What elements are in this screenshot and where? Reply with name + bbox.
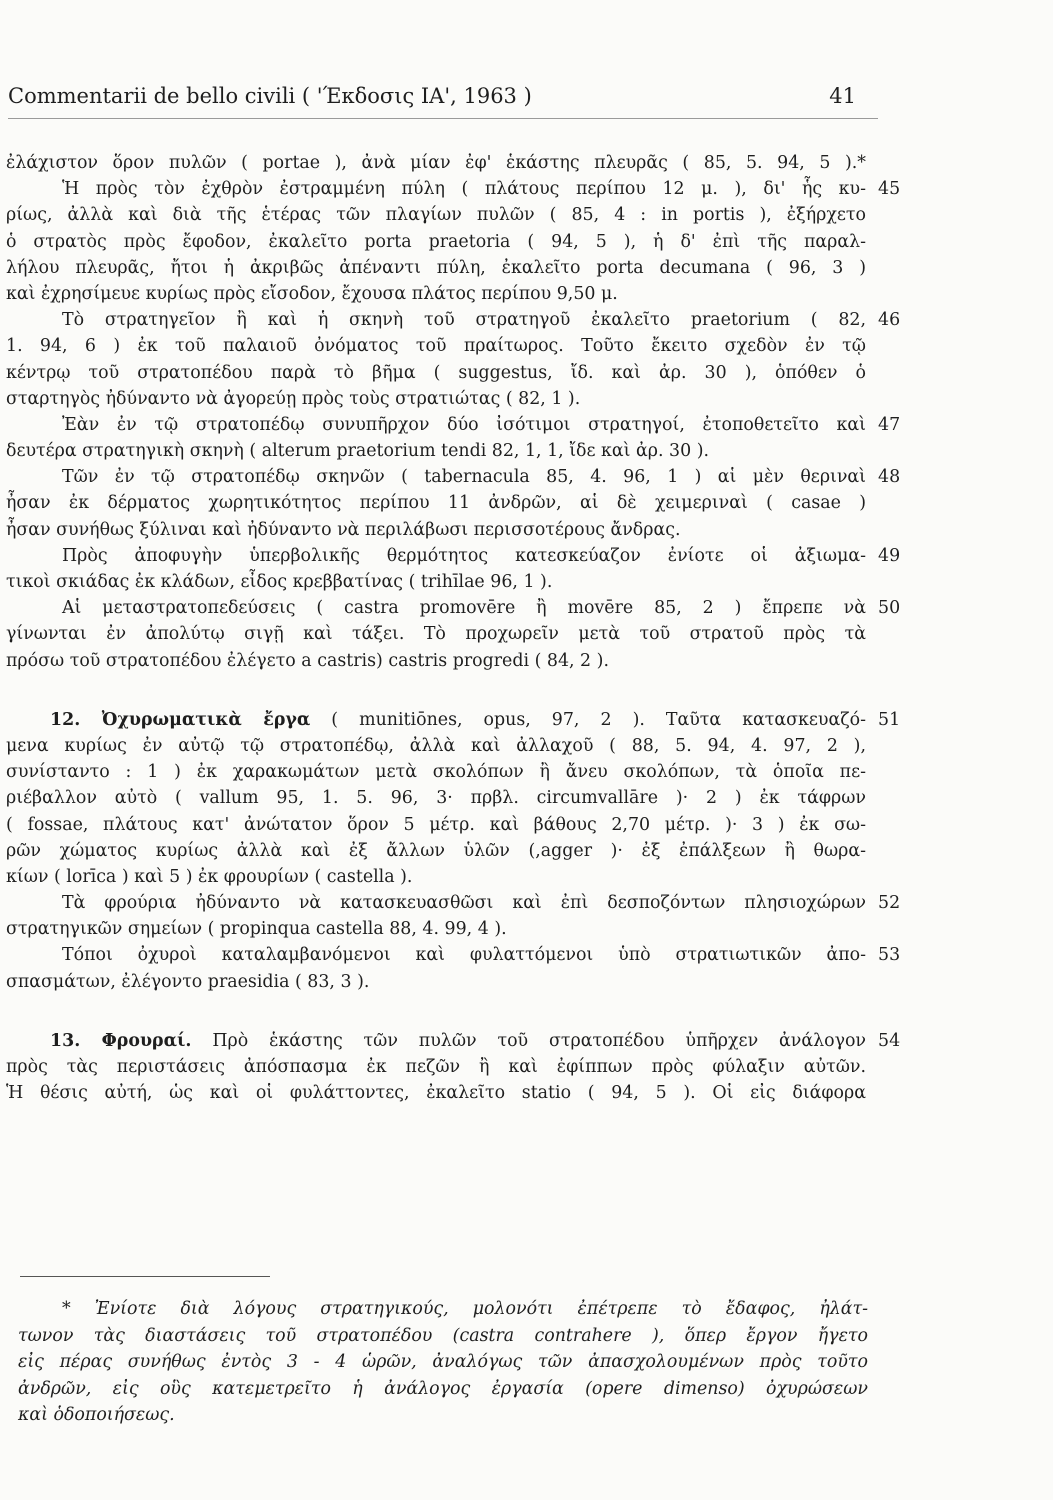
text-line: κέντρῳ τοῦ στρατοπέδου παρὰ τὸ βῆμα ( suggestus, ἴδ. καὶ ἀρ. 30 ), ὁπόθεν ὁ [6, 362, 866, 383]
text-line: Πρὸς ἀποφυγὴν ὑπερβολικῆς θερμότητος κατεσκεύαζον ἐνίοτε οἱ ἀξιωμα- 49 [6, 543, 866, 569]
margin-number: 54 [878, 1030, 901, 1051]
running-header [8, 84, 856, 108]
text-line: καὶ ἐχρησίμευε κυρίως πρὸς εἴσοδον, ἔχουσα πλάτος περίπου 9,50 μ. [6, 283, 618, 304]
text-line: ἦσαν ἐκ δέρματος χωρητικότητος περίπου 11 ἀνδρῶν, αἱ δὲ χειμεριναὶ ( casae ) [6, 493, 866, 514]
text-line: κίων ( lorīca ) καὶ 5 ) ἐκ φρουρίων ( castella ). [6, 866, 413, 887]
text-line: ἐλάχιστον ὅρον πυλῶν ( portae ), ἀνὰ μίαν ἐφ' ἑκάστης πλευρᾶς ( 85, 5. 94, 5 ).* [6, 153, 866, 173]
footnote [18, 1296, 868, 1429]
header-title: Commentarii de bello civili ( 'Έκδοσις ΙΑ', 1963 ) [8, 84, 532, 108]
margin-number: 49 [878, 545, 901, 566]
section-13-title: 13. Φρουραί. [50, 1030, 192, 1051]
margin-number: 51 [878, 709, 901, 730]
text-line: πρόσω τοῦ στρατοπέδου ἐλέγετο a castris) castris progredi ( 84, 2 ). [6, 650, 609, 671]
footnote-line: * Ἐνίοτε διὰ λόγους στρατηγικούς, μολονότι ἐπέτρεπε τὸ ἔδαφος, ἠλάτ- [62, 1299, 868, 1319]
text-line: Τὰ φρούρια ἠδύναντο νὰ κατασκευασθῶσι καὶ ἐπὶ δεσποζόντων πλησιοχώρων 52 [6, 890, 866, 916]
page-number: 41 [829, 84, 856, 108]
text-line: σταρτηγὸς ἠδύναντο νὰ ἀγορεύῃ πρὸς τοὺς στρατιώτας ( 82, 1 ). [6, 388, 581, 409]
text-line: ρίως, ἀλλὰ καὶ διὰ τῆς ἑτέρας τῶν πλαγίων πυλῶν ( 85, 4 : in portis ), ἐξήρχετο [6, 205, 866, 226]
text-line: σπασμάτων, ἐλέγοντο praesidia ( 83, 3 ). [6, 971, 370, 992]
margin-number: 45 [878, 179, 901, 200]
text-line: δευτέρα στρατηγικὴ σκηνὴ ( alterum praetorium tendi 82, 1, 1, ἴδε καὶ ἀρ. 30 ). [6, 441, 710, 462]
body-text [6, 150, 901, 1106]
margin-number: 48 [878, 467, 901, 488]
text-line: λήλου πλευρᾶς, ἤτοι ἡ ἀκριβῶς ἀπέναντι πύλη, ἐκαλεῖτο porta decumana ( 96, 3 ) [6, 257, 866, 278]
text-line: Τὸ στρατηγεῖον ἢ καὶ ἡ σκηνὴ τοῦ στρατηγοῦ ἐκαλεῖτο praetorium ( 82, 46 [6, 307, 866, 333]
section-12-heading-line: 12. Ὀχυρωματικὰ ἔργα ( munitiōnes, opus, 97, 2 ). Ταῦτα κατασκευαζό- 51 [6, 707, 866, 733]
section-12-title: 12. Ὀχυρωματικὰ ἔργα [50, 709, 311, 730]
text-line: τικοὶ σκιάδας ἐκ κλάδων, εἶδος κρεββατίνας ( trihīlae 96, 1 ). [6, 572, 553, 592]
text-line: Τόποι ὀχυροὶ καταλαμβανόμενοι καὶ φυλαττόμενοι ὑπὸ στρατιωτικῶν ἀπο- 53 [6, 942, 866, 968]
text-line: ὁ στρατὸς πρὸς ἔφοδον, ἐκαλεῖτο porta praetoria ( 94, 5 ), ἡ δ' ἐπὶ τῆς παραλ- [6, 231, 866, 252]
text-line: Αἱ μεταστρατοπεδεύσεις ( castra promovēre ἢ movēre 85, 2 ) ἔπρεπε νὰ 50 [6, 595, 866, 621]
text-line: ( fossae, πλάτους κατ' ἀνώτατον ὅρον 5 μέτρ. καὶ βάθους 2,70 μέτρ. )· 3 ) ἐκ σω- [6, 814, 866, 835]
header-rule [8, 118, 878, 119]
footnote-line: τωνον τὰς διαστάσεις τοῦ στρατοπέδου (castra contrahere ), ὅπερ ἔργον ἤγετο [18, 1325, 868, 1346]
text-line: Ἐὰν ἐν τῷ στρατοπέδῳ συνυπῆρχον δύο ἰσότιμοι στρατηγοί, ἐτοποθετεῖτο καὶ 47 [6, 412, 866, 438]
text-line: πρὸς τὰς περιστάσεις ἀπόσπασμα ἐκ πεζῶν ἢ καὶ ἐφίππων πρὸς φύλαξιν αὐτῶν. [6, 1057, 866, 1077]
footnote-line: εἰς πέρας συνήθως ἐντὸς 3 - 4 ὡρῶν, ἀναλόγως τῶν ἀπασχολουμένων πρὸς τοῦτο [18, 1352, 868, 1372]
text-line: γίνωνται ἐν ἀπολύτῳ σιγῇ καὶ τάξει. Τὸ προχωρεῖν μετὰ τοῦ στρατοῦ πρὸς τὰ [6, 624, 866, 645]
text-line: Ἡ πρὸς τὸν ἐχθρὸν ἐστραμμένη πύλη ( πλάτους περίπου 12 μ. ), δι' ἧς κυ- 45 [6, 176, 866, 202]
text-line: ἦσαν συνήθως ξύλιναι καὶ ἠδύναντο νὰ περιλάβωσι περισσοτέρους ἄνδρας. [6, 519, 681, 540]
footnote-line: καὶ ὁδοποιήσεως. [18, 1405, 175, 1425]
text-line: στρατηγικῶν σημείων ( propinqua castella 88, 4. 99, 4 ). [6, 919, 507, 940]
text-line: ριέβαλλον αὐτὸ ( vallum 95, 1. 5. 96, 3· πρβλ. circumvallāre )· 2 ) ἐκ τάφρων [6, 788, 866, 809]
text-line: 1. 94, 6 ) ἐκ τοῦ παλαιοῦ ὀνόματος τοῦ πραίτωρος. Τοῦτο ἔκειτο σχεδὸν ἐν τῷ [6, 336, 866, 357]
text-line: συνίσταντο : 1 ) ἐκ χαρακωμάτων μετὰ σκολόπων ἢ ἄνευ σκολόπων, τὰ ὁποῖα πε- [6, 762, 866, 783]
margin-number: 50 [878, 598, 901, 619]
margin-number: 47 [878, 414, 901, 435]
text-line: Ἡ θέσις αὐτή, ὡς καὶ οἱ φυλάττοντες, ἐκαλεῖτο statio ( 94, 5 ). Οἱ εἰς διάφορα [6, 1083, 866, 1104]
margin-number: 52 [878, 893, 901, 914]
section-13-heading-line: 13. Φρουραί. Πρὸ ἑκάστης τῶν πυλῶν τοῦ στρατοπέδου ὑπῆρχεν ἀνάλογον 54 [6, 1028, 866, 1054]
footnote-line: ἀνδρῶν, εἰς οὓς κατεμετρεῖτο ἡ ἀνάλογος ἐργασία (opere dimenso) ὀχυρώσεων [18, 1378, 868, 1399]
text-line: μενα κυρίως ἐν αὐτῷ τῷ στρατοπέδῳ, ἀλλὰ καὶ ἀλλαχοῦ ( 88, 5. 94, 4. 97, 2 ), [6, 735, 866, 756]
text-line: Τῶν ἐν τῷ στρατοπέδῳ σκηνῶν ( tabernacula 85, 4. 96, 1 ) αἱ μὲν θεριναὶ 48 [6, 464, 866, 490]
text-line: ρῶν χώματος κυρίως ἀλλὰ καὶ ἐξ ἄλλων ὑλῶν (,agger )· ἐξ ἐπάλξεων ἢ θωρα- [6, 840, 866, 861]
footnote-rule [20, 1276, 270, 1277]
margin-number: 46 [878, 310, 901, 331]
margin-number: 53 [878, 945, 901, 966]
